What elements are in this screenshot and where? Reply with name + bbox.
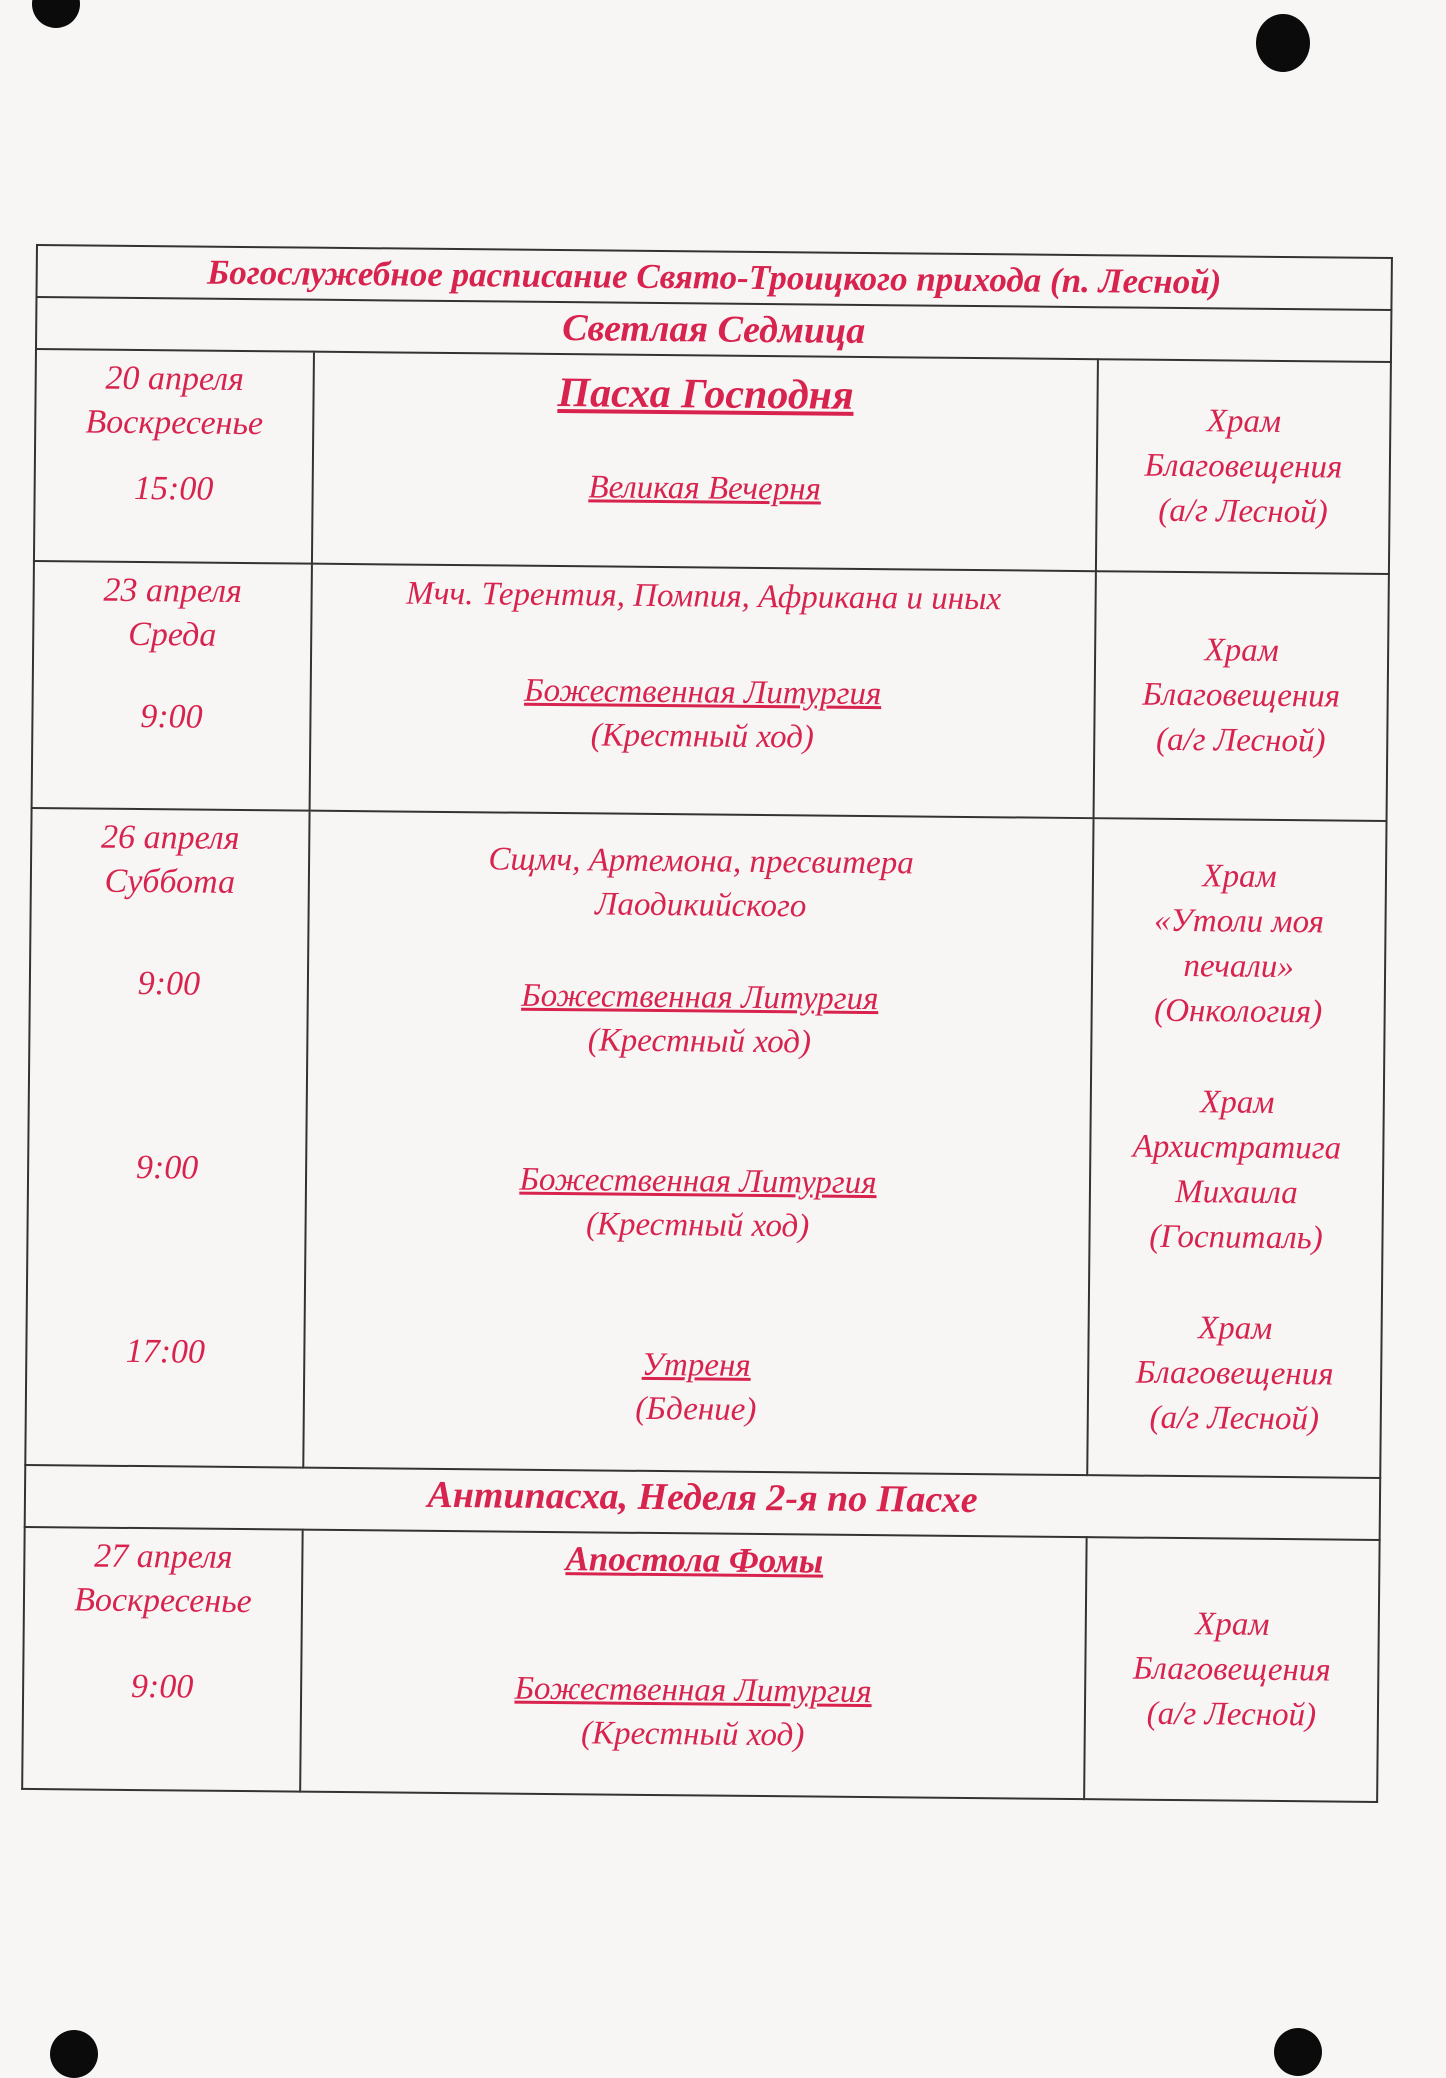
service-note: (Крестный ход) bbox=[585, 1206, 810, 1245]
place-line: Храм bbox=[1195, 1605, 1270, 1643]
weekday: Суббота bbox=[104, 862, 236, 901]
service-name: Божественная Литургия bbox=[521, 977, 879, 1018]
weekday: Воскресенье bbox=[85, 403, 264, 443]
date-cell bbox=[25, 808, 309, 1468]
saint-name: Мчч. Терентия, Помпия, Африкана и иных bbox=[406, 575, 1002, 618]
date: 23 апреля bbox=[103, 571, 243, 610]
date-cell bbox=[34, 349, 314, 564]
service-note: (Крестный ход) bbox=[580, 1715, 805, 1754]
place-line: «Утоли моя bbox=[1153, 902, 1325, 941]
date: 27 апреля bbox=[94, 1537, 233, 1576]
week-heading: Антипасха, Неделя 2-я по Пасхе bbox=[25, 1465, 1381, 1540]
place-line: Храм bbox=[1206, 402, 1282, 440]
service-name: Великая Вечерня bbox=[588, 469, 822, 508]
place-line: Храм bbox=[1202, 858, 1277, 895]
service-note: (Бдение) bbox=[635, 1390, 757, 1428]
date-cell bbox=[22, 1527, 303, 1792]
place-line: (а/г Лесной) bbox=[1158, 492, 1328, 530]
place-line: Благовещения bbox=[1144, 447, 1343, 486]
place-cell bbox=[1084, 1537, 1380, 1802]
time: 9:00 bbox=[130, 1667, 194, 1706]
weekday: Среда bbox=[128, 615, 217, 654]
magnet-top-left bbox=[32, 0, 80, 28]
place-line: (а/г Лесной) bbox=[1149, 1399, 1320, 1438]
service-note: (Крестный ход) bbox=[587, 1022, 812, 1061]
date-cell bbox=[32, 561, 312, 811]
place-line: Благовещения bbox=[1135, 1354, 1334, 1393]
place-cell bbox=[1094, 571, 1389, 821]
time: 9:00 bbox=[140, 698, 203, 736]
weekday: Воскресенье bbox=[74, 1581, 252, 1621]
service-name: Божественная Литургия bbox=[523, 672, 882, 713]
place-cell bbox=[1087, 818, 1386, 1478]
schedule-title: Богослужебное расписание Свято-Троицкого прихода (п. Лесной) bbox=[36, 245, 1391, 310]
place-line: Михаила bbox=[1175, 1173, 1298, 1212]
place-line: Храм bbox=[1200, 1084, 1275, 1121]
service-name: Утреня bbox=[641, 1346, 751, 1384]
service-cell bbox=[312, 352, 1098, 572]
table-row bbox=[25, 808, 1386, 1478]
time: 15:00 bbox=[133, 469, 214, 508]
place-line: Архистратига bbox=[1132, 1128, 1342, 1167]
time: 9:00 bbox=[135, 1149, 199, 1187]
service-name: Божественная Литургия bbox=[519, 1161, 877, 1202]
magnet-top-right bbox=[1256, 14, 1310, 72]
place-line: (Онкология) bbox=[1154, 992, 1323, 1031]
feast-name: Пасха Господня bbox=[557, 370, 854, 419]
place-line: Храм bbox=[1204, 632, 1279, 669]
place-line: Благовещения bbox=[1132, 1650, 1331, 1688]
place-line: Храм bbox=[1197, 1310, 1273, 1347]
place-line: (Госпиталь) bbox=[1149, 1218, 1323, 1257]
date: 20 апреля bbox=[105, 359, 245, 399]
service-cell bbox=[300, 1530, 1086, 1800]
place-line: (а/г Лесной) bbox=[1155, 721, 1326, 760]
saint-name: Лаодикийского bbox=[594, 886, 807, 925]
magnet-bottom-left bbox=[50, 2030, 98, 2078]
service-cell bbox=[303, 811, 1093, 1475]
magnet-bottom-right bbox=[1274, 2028, 1322, 2076]
place-line: Благовещения bbox=[1142, 676, 1341, 715]
saint-name: Сщмч, Артемона, пресвитера bbox=[488, 841, 914, 882]
place-cell bbox=[1096, 359, 1391, 574]
service-name: Божественная Литургия bbox=[514, 1670, 872, 1711]
time: 9:00 bbox=[137, 965, 201, 1003]
service-cell bbox=[310, 564, 1096, 819]
date: 26 апреля bbox=[100, 818, 240, 857]
place-line: (а/г Лесной) bbox=[1146, 1695, 1317, 1733]
place-line: печали» bbox=[1183, 948, 1294, 986]
service-note: (Крестный ход) bbox=[590, 717, 815, 756]
table-row bbox=[34, 349, 1391, 574]
feast-name: Апостола Фомы bbox=[565, 1539, 824, 1581]
week-heading: Светлая Седмица bbox=[36, 297, 1391, 362]
time: 17:00 bbox=[125, 1332, 206, 1371]
table-row bbox=[32, 561, 1389, 821]
schedule-table bbox=[21, 244, 1393, 1803]
table-row bbox=[22, 1527, 1379, 1802]
